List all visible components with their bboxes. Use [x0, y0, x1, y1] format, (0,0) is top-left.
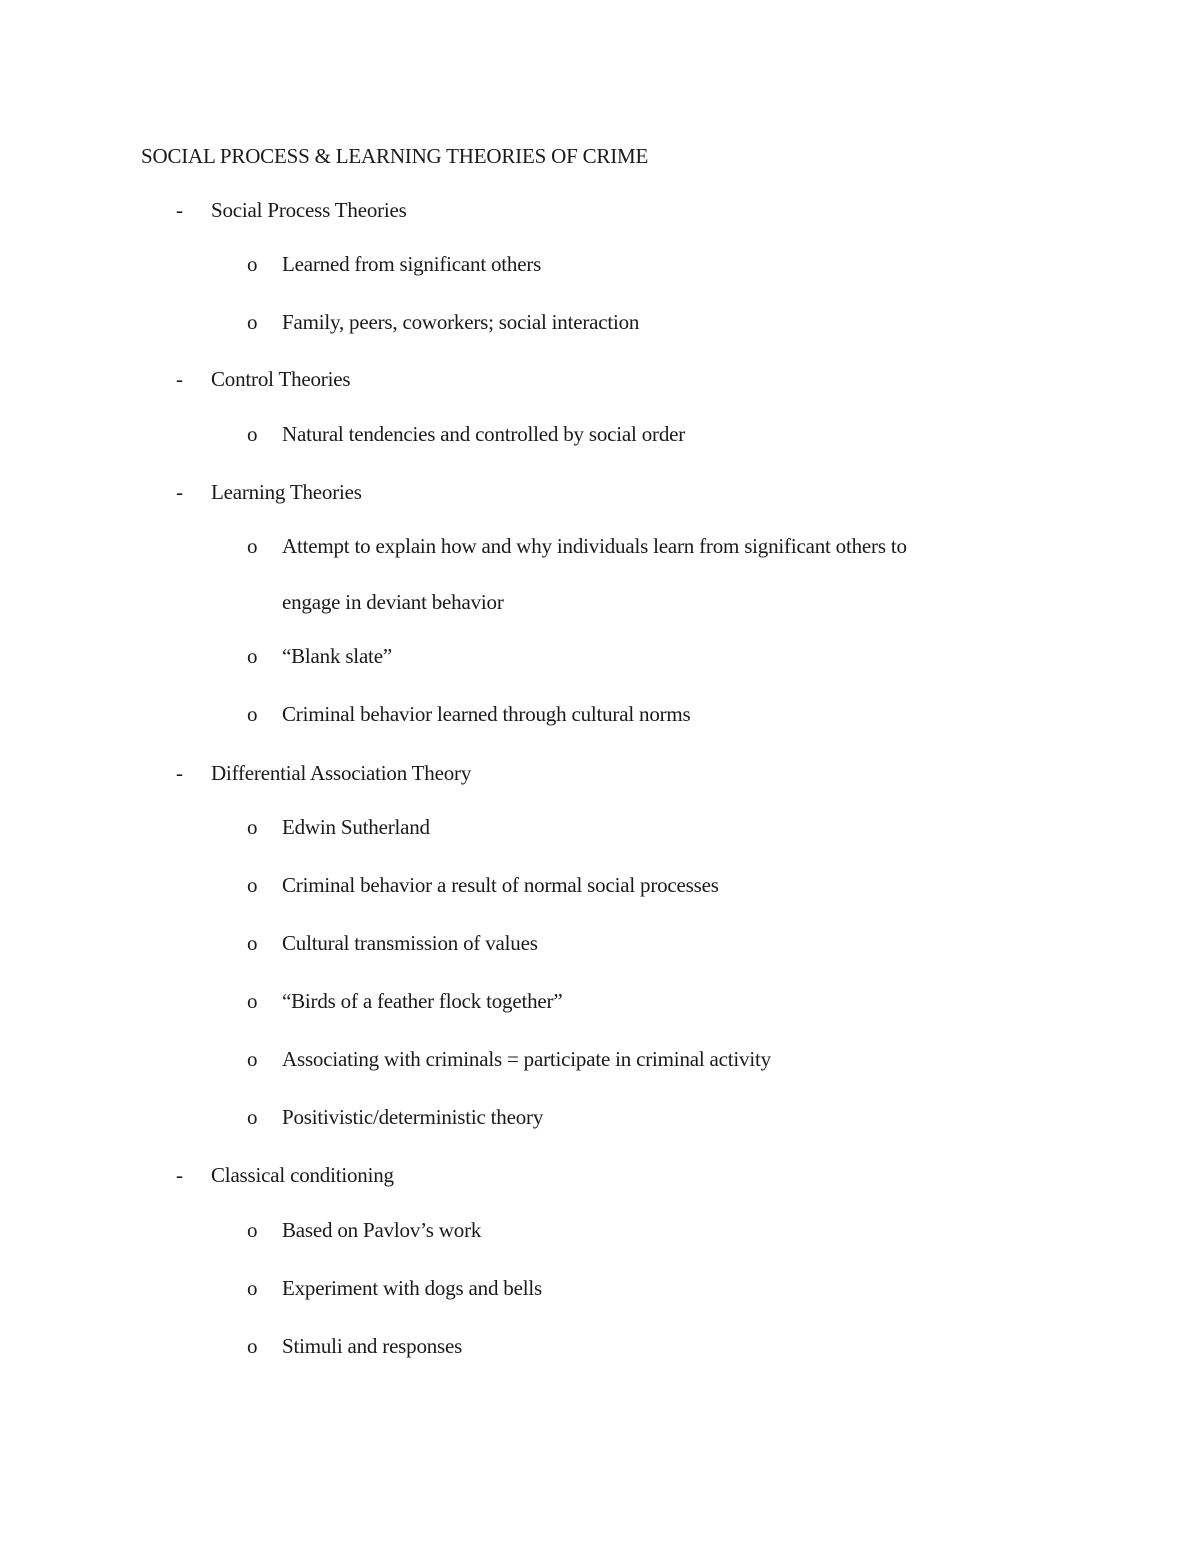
outline-item: Criminal behavior a result of normal social processes: [282, 873, 719, 897]
dash-bullet: -: [176, 198, 183, 222]
outline-item: Stimuli and responses: [282, 1334, 463, 1358]
outline-item: Cultural transmission of values: [282, 931, 538, 955]
dash-bullet: -: [176, 480, 183, 504]
dash-bullet: -: [176, 1163, 183, 1187]
outline-item: Learned from significant others: [282, 252, 542, 276]
outline-heading: Learning Theories: [211, 480, 362, 504]
circle-bullet: o: [247, 1334, 258, 1358]
circle-bullet: o: [247, 702, 258, 726]
outline-heading: Social Process Theories: [211, 198, 407, 222]
outline-item: “Birds of a feather flock together”: [282, 989, 563, 1013]
circle-bullet: o: [247, 252, 258, 276]
circle-bullet: o: [247, 1218, 258, 1242]
circle-bullet: o: [247, 931, 258, 955]
circle-bullet: o: [247, 1105, 258, 1129]
dash-bullet: -: [176, 761, 183, 785]
circle-bullet: o: [247, 873, 258, 897]
outline-item: Attempt to explain how and why individuals learn from significant others to: [282, 534, 907, 558]
outline-item: Edwin Sutherland: [282, 815, 430, 839]
circle-bullet: o: [247, 1276, 258, 1300]
outline-item: Experiment with dogs and bells: [282, 1276, 542, 1300]
outline-item: Based on Pavlov’s work: [282, 1218, 482, 1242]
circle-bullet: o: [247, 1047, 258, 1071]
outline-item-continuation: engage in deviant behavior: [282, 590, 504, 614]
document-title: SOCIAL PROCESS & LEARNING THEORIES OF CRIME: [141, 144, 649, 168]
outline-item: “Blank slate”: [282, 644, 392, 668]
circle-bullet: o: [247, 989, 258, 1013]
circle-bullet: o: [247, 310, 258, 334]
dash-bullet: -: [176, 367, 183, 391]
circle-bullet: o: [247, 815, 258, 839]
circle-bullet: o: [247, 422, 258, 446]
circle-bullet: o: [247, 534, 258, 558]
outline-item: Family, peers, coworkers; social interaction: [282, 310, 640, 334]
circle-bullet: o: [247, 644, 258, 668]
outline-item: Natural tendencies and controlled by social order: [282, 422, 686, 446]
outline-item: Criminal behavior learned through cultural norms: [282, 702, 691, 726]
outline-heading: Control Theories: [211, 367, 351, 391]
outline-item: Positivistic/deterministic theory: [282, 1105, 544, 1129]
outline-item: Associating with criminals = participate in criminal activity: [282, 1047, 771, 1071]
outline-heading: Classical conditioning: [211, 1163, 394, 1187]
outline-heading: Differential Association Theory: [211, 761, 472, 785]
